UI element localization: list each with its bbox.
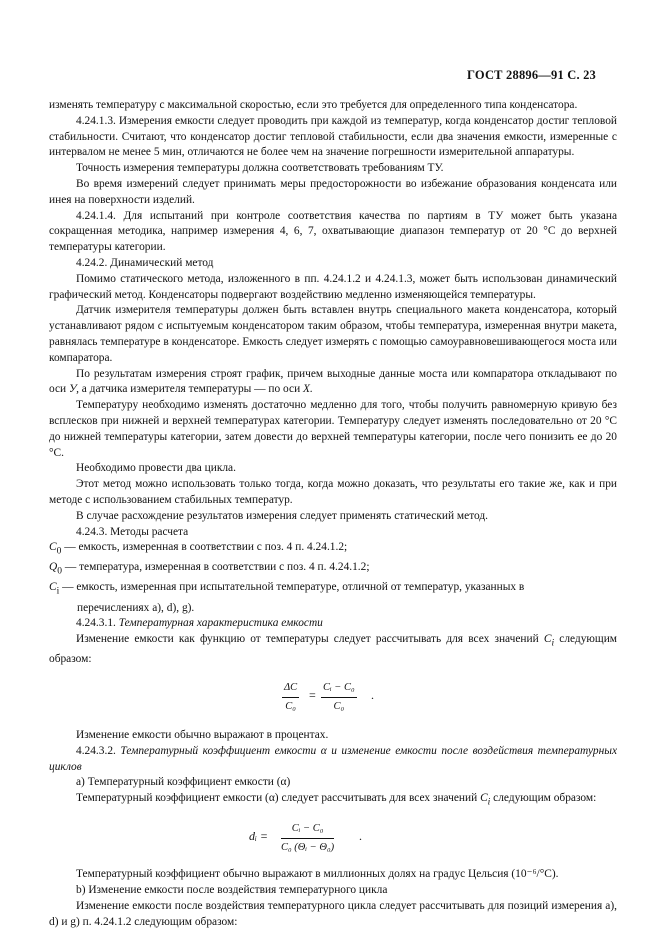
- page-header: ГОСТ 28896—91 С. 23: [467, 68, 596, 82]
- formula-lhs-fraction: [282, 680, 299, 715]
- symbol: C: [49, 581, 57, 594]
- section-heading: 4.24.2. Динамический метод: [76, 256, 214, 269]
- paragraph: Этот метод можно использовать только тогда, когда можно доказать, что результаты его такие же, как и при методе с использованием стабильных температур.: [49, 478, 617, 506]
- formula-denominator: C₀: [333, 700, 345, 712]
- section-number: 4.24.3.1.: [76, 617, 119, 630]
- subsection-heading: [49, 616, 617, 632]
- text-run: По результатам измерения строят график, причем выходные данные моста или компаратора откладывают по оси: [49, 367, 617, 396]
- paragraph: [49, 791, 617, 811]
- text-run: а датчика измерителя температуры — по оси: [78, 383, 304, 396]
- axis-y-label: У,: [68, 383, 79, 396]
- paragraph: [49, 367, 617, 399]
- paragraph: Точность измерения температуры должна соответствовать требованиям ТУ.: [76, 162, 444, 175]
- section-number: 4.24.3.2.: [76, 744, 121, 757]
- formula-numerator: Cᵢ − C₀: [321, 680, 357, 698]
- paragraph: [49, 632, 617, 668]
- formula-period: .: [359, 829, 362, 844]
- symbol: C: [543, 633, 552, 646]
- formula-lhs: dᵢ =: [249, 829, 268, 844]
- definition-text: — емкость, измеренная при испытательной температуре, отличной от температур, указанных в: [59, 581, 525, 594]
- definition-text: — температура, измеренная в соответствии с поз. 4 п. 4.24.1.2;: [61, 561, 370, 574]
- paragraph: Помимо статического метода, изложенного в пп. 4.24.1.2 и 4.24.1.3, может быть использован динамический графический метод. Конденсаторы подвергают воздействию медленно изменяющейся температуры.: [49, 272, 617, 301]
- symbol-subscript: 0: [56, 546, 62, 557]
- list-item: а) Температурный коэффициент емкости (α): [76, 776, 291, 789]
- symbol-subscript: i: [487, 797, 491, 808]
- symbol-subscript: i: [551, 638, 555, 649]
- paragraph: Во время измерений следует принимать меры предосторожности во избежание образования конденсата или инея на поверхности изделий.: [49, 177, 617, 206]
- paragraph: Изменение емкости после воздействия температурного цикла следует рассчитывать для позиций измерения а), d) и g) п. 4.24.1.2 следующим образом:: [49, 899, 617, 928]
- paragraph: Температурный коэффициент обычно выражают в миллионных долях на градус Цельсия (10⁻⁶/°С).: [76, 868, 559, 881]
- formula-denominator: C₀ (Θᵢ − Θ₀): [281, 842, 335, 854]
- definition-item: [49, 580, 617, 616]
- symbol: C: [49, 541, 57, 554]
- paragraph: 4.24.1.3. Измерения емкости следует проводить при каждой из температур, когда конденсатор достиг тепловой стабильности. Считают, что конденсатор достиг тепловой стабильности, если два значения емкости, измеренные с интервалом не менее 5 мин, отличаются не более чем на значение погрешности измерительной аппаратуры.: [49, 114, 617, 159]
- symbol: Q: [49, 561, 58, 574]
- symbol-subscript: 0: [57, 566, 62, 577]
- definition-text: — емкость, измеренная в соответствии с поз. 4 п. 4.24.1.2;: [61, 541, 348, 554]
- paragraph: Необходимо провести два цикла.: [76, 462, 236, 475]
- symbol-subscript: i: [56, 586, 60, 597]
- formula-period: .: [371, 688, 374, 703]
- section-title: Температурная характеристика емкости: [118, 617, 323, 630]
- text-run: следующим образом:: [490, 792, 597, 805]
- formula-capacitance-change: [49, 674, 617, 722]
- formula-numerator: Cᵢ − C₀: [281, 821, 334, 839]
- document-body: [49, 98, 617, 930]
- text-run: следующим образом:: [49, 633, 617, 666]
- paragraph: Температуру необходимо изменять достаточно медленно для того, чтобы получить равномерную кривую без всплесков при нижней и верхней температурах категории. Температуру следует изменять последовательно от 20 °С до нижней температуры категории, затем довести до верхней температуры категории, после чего понизить ее до 20 °С.: [49, 399, 617, 459]
- section-heading: 4.24.3. Методы расчета: [76, 525, 189, 538]
- paragraph: Датчик измерителя температуры должен быть вставлен внутрь специального макета конденсатора, который устанавливают рядом с испытуемым конденсатором таким образом, чтобы температура, измеренная внутри макета, равнялась температуре в конденсаторе. Емкость следует измерять с помощью самоуравновешивающегося моста или компаратора.: [49, 304, 617, 364]
- paragraph: 4.24.1.4. Для испытаний при контроле соответствия качества по партиям в ТУ может быть указана сокращенная методика, например измерения 4, 6, 7, охватывающие диапазон температур от 20 °С до верхней температуры категории.: [49, 209, 617, 254]
- symbol: C: [480, 792, 488, 805]
- list-item: b) Изменение емкости после воздействия температурного цикла: [76, 884, 388, 897]
- paragraph: изменять температуру с максимальной скоростью, если это требуется для определенного типа конденсатора.: [49, 99, 578, 111]
- formula-numerator: ΔC: [282, 680, 299, 698]
- paragraph: В случае расхождение результатов измерения следует применять статический метод.: [76, 509, 489, 522]
- text-run: Температурный коэффициент емкости (α) следует рассчитывать для всех значений: [76, 792, 481, 805]
- definition-item: [49, 560, 617, 580]
- section-title: Температурный коэффициент емкости α и изменение емкости после воздействия температурных циклов: [49, 744, 617, 773]
- subsection-heading: [49, 744, 617, 776]
- formula-equals: =: [309, 688, 316, 703]
- formula-denominator: C₀: [285, 700, 296, 712]
- definition-continuation: перечислениях а), d), g).: [77, 601, 195, 614]
- formula-temperature-coefficient: [49, 817, 617, 859]
- text-run: Изменение емкости как функцию от температуры следует рассчитывать для всех значений: [76, 633, 544, 646]
- paragraph: Изменение емкости обычно выражают в процентах.: [76, 729, 329, 742]
- definition-item: [49, 540, 617, 560]
- formula-rhs-fraction: [281, 821, 334, 856]
- axis-x-label: X.: [303, 383, 313, 396]
- formula-rhs-fraction: [321, 680, 357, 715]
